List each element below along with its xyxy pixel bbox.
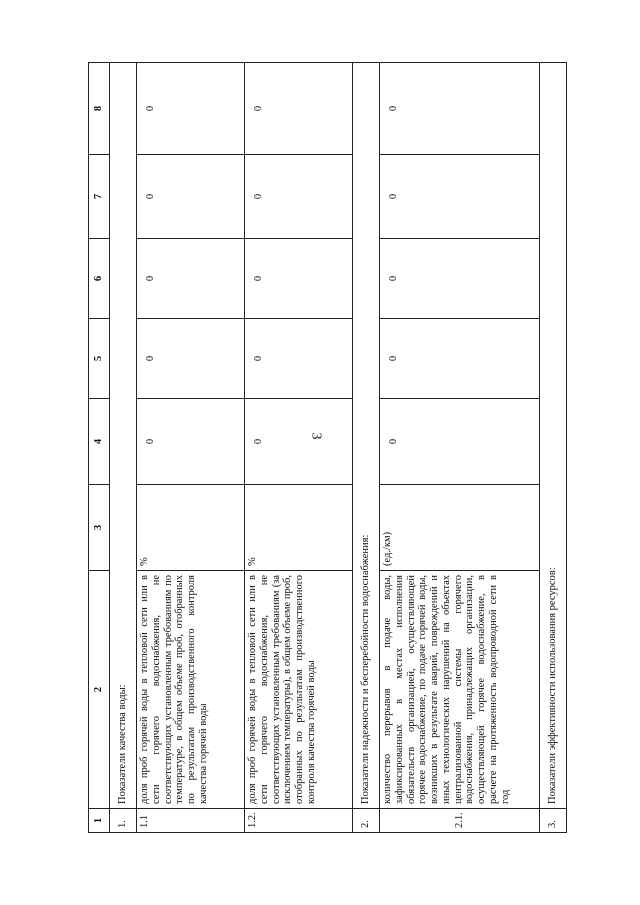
value-cell: 0 — [137, 319, 245, 399]
value-cell: 0 — [245, 399, 353, 485]
header-cell: 3 — [89, 485, 110, 571]
section-title: Показатели надежности и бесперебойности водоснабжения: — [353, 63, 380, 809]
header-cell: 1 — [89, 809, 110, 833]
value-cell: 0 — [137, 155, 245, 239]
section-number: 3. — [540, 809, 567, 833]
value-cell: 0 — [380, 319, 540, 399]
table-row — [245, 63, 353, 833]
section-row — [353, 63, 380, 833]
header-row — [89, 63, 110, 833]
section-row — [540, 63, 567, 833]
table-row — [380, 63, 540, 833]
value-cell: 0 — [245, 239, 353, 319]
value-cell: 0 — [380, 399, 540, 485]
rotated-table-container — [88, 63, 559, 833]
section-number: 1. — [110, 809, 137, 833]
value-cell: 0 — [380, 63, 540, 155]
header-cell: 5 — [89, 319, 110, 399]
value-cell: 0 — [137, 63, 245, 155]
page-number: 3 — [308, 432, 324, 440]
header-cell: 2 — [89, 571, 110, 809]
table-row — [137, 63, 245, 833]
header-cell: 6 — [89, 239, 110, 319]
value-cell: 0 — [245, 155, 353, 239]
row-description: доля проб горячей воды в тепловой сети или в сети горячего водоснабжения, не соответствующих установленным требованиям (за исключением температуры), в общем объеме проб, отобранных по результатам производственного контроля качества горячей воды — [245, 571, 353, 809]
value-cell: 0 — [137, 399, 245, 485]
header-cell: 4 — [89, 399, 110, 485]
section-title: Показатели эффективности использования ресурсов: — [540, 63, 567, 809]
row-description: доля проб горячей воды в тепловой сети или в сети горячего водоснабжения, не соответствующих установленным требованиям по температуре, в общем объеме проб, отобранных по результатам производственного контроля качества горячей воды — [137, 571, 245, 809]
value-cell: 0 — [137, 239, 245, 319]
row-number: 1.1 — [137, 809, 245, 833]
section-title: Показатели качества воды: — [110, 63, 137, 809]
value-cell: 0 — [380, 155, 540, 239]
value-cell: 0 — [380, 239, 540, 319]
row-unit: (ед./км) — [380, 485, 540, 571]
value-cell: 0 — [245, 319, 353, 399]
row-unit: % — [245, 485, 353, 571]
row-number: 1.2. — [245, 809, 353, 833]
header-cell: 7 — [89, 155, 110, 239]
indicators-table — [88, 62, 567, 833]
row-unit: % — [137, 485, 245, 571]
section-number: 2. — [353, 809, 380, 833]
row-description: количество перерывов в подаче воды, зафиксированных в местах исполнения обязательств организацией, осуществляющей горячее водоснабжение, по подаче горячей воды, возникших в результате аварий, повреждений и иных технологических нарушений на объектах централизованной системы горячего водоснабжения, принадлежащих организации, осуществляющей горячее водоснабжение, в расчете на протяженность водопроводной сети в год — [380, 571, 540, 809]
value-cell: 0 — [245, 63, 353, 155]
row-number: 2.1. — [380, 809, 540, 833]
header-cell: 8 — [89, 63, 110, 155]
section-row — [110, 63, 137, 833]
